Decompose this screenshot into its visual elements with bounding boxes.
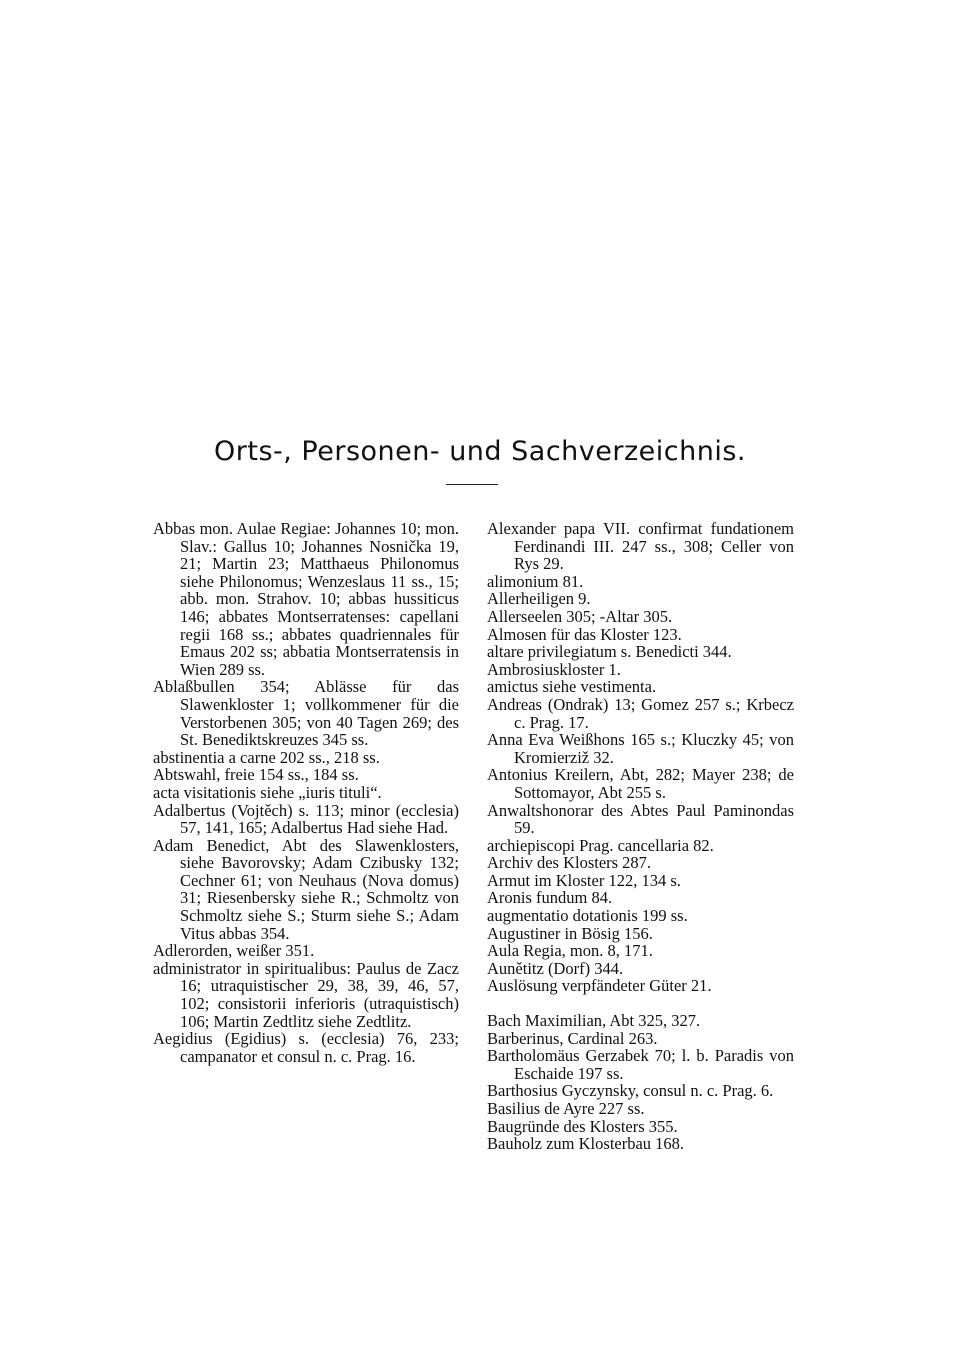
index-entry: Anna Eva Weißhons 165 s.; Kluczky 45; von Kromierziž 32. bbox=[487, 730, 794, 767]
index-entry: Aunětitz (Dorf) 344. bbox=[487, 958, 624, 978]
index-entry: Ambrosiuskloster 1. bbox=[487, 659, 621, 679]
index-entry: Auslösung verpfändeter Güter 21. bbox=[487, 976, 712, 996]
index-entry: Allerseelen 305; -Altar 305. bbox=[487, 606, 673, 626]
index-entry: Bartholomäus Gerzabek 70; l. b. Paradis von Eschaide 197 ss. bbox=[487, 1046, 794, 1083]
index-entry: Antonius Kreilern, Abt, 282; Mayer 238; de Sottomayor, Abt 255 s. bbox=[487, 765, 794, 802]
index-entry: Almosen für das Kloster 123. bbox=[487, 624, 682, 644]
index-entry: Armut im Kloster 122, 134 s. bbox=[487, 870, 681, 890]
index-column-left bbox=[153, 520, 459, 1065]
index-entry: Barberinus, Cardinal 263. bbox=[487, 1028, 658, 1048]
index-entry: Aegidius (Egidius) s. (ecclesia) 76, 233; campanator et consul n. c. Prag. 16. bbox=[153, 1029, 459, 1066]
index-entry: Archiv des Klosters 287. bbox=[487, 853, 652, 873]
index-entry: Augustiner in Bösig 156. bbox=[487, 923, 653, 943]
index-entry: Ablaßbullen 354; Ablässe für das Slawenkloster 1; vollkommener für die Verstorbenen 305; von 40 Tagen 269; des St. Benediktskreuzes 345 ss. bbox=[153, 677, 459, 750]
index-entry: Alexander papa VII. confirmat fundationem Ferdinandi III. 247 ss., 308; Celler von Rys 29. bbox=[487, 519, 794, 574]
title-rule bbox=[446, 484, 498, 485]
index-entry: Aula Regia, mon. 8, 171. bbox=[487, 941, 653, 961]
index-entry: Basilius de Ayre 227 ss. bbox=[487, 1099, 645, 1118]
index-entry: Abbas mon. Aulae Regiae: Johannes 10; mon. Slav.: Gallus 10; Johannes Nosnička 19, 21; Martin 23; Matthaeus Philonomus siehe Philonomus; Wenzeslaus 11 ss., 15; abb. mon. Strahov. 10; abbas hussiticus 146; abbates Montserratenses: capellani regii 168 ss.; abbates quadriennales für Emaus 202 ss; abbatia Montserratensis in Wien 289 ss. bbox=[153, 519, 459, 679]
index-entry: archiepiscopi Prag. cancellaria 82. bbox=[487, 835, 714, 855]
index-entry: alimonium 81. bbox=[487, 571, 584, 591]
index-entry: Adalbertus (Vojtěch) s. 113; minor (ecclesia) 57, 141, 165; Adalbertus Had siehe Had. bbox=[153, 800, 459, 838]
index-entry: amictus siehe vestimenta. bbox=[487, 677, 657, 697]
index-column-right bbox=[487, 520, 794, 1153]
index-entry: acta visitationis siehe „iuris tituli“. bbox=[153, 782, 382, 802]
page-title: Orts-, Personen- und Sachverzeichnis. bbox=[214, 436, 746, 467]
index-entry: Allerheiligen 9. bbox=[487, 589, 591, 609]
index-entry: Bauholz zum Klosterbau 168. bbox=[487, 1134, 685, 1154]
index-entry: augmentatio dotationis 199 ss. bbox=[487, 906, 688, 926]
index-entry: Andreas (Ondrak) 13; Gomez 257 s.; Krbecz c. Prag. 17. bbox=[487, 694, 794, 732]
index-entry: Baugründe des Klosters 355. bbox=[487, 1116, 678, 1136]
index-entry: Aronis fundum 84. bbox=[487, 888, 613, 908]
index-entry: Adam Benedict, Abt des Slawenklosters, siehe Bavorovsky; Adam Czibusky 132; Cechner 61; von Neuhaus (Nova domus) 31; Riesenbersky siehe R.; Schmoltz von Schmoltz siehe S.; Sturm siehe S.; Adam Vitus abbas 354. bbox=[153, 835, 459, 943]
index-entry: administrator in spiritualibus: Paulus de Zacz 16; utraquistischer 29, 38, 39, 46, 57, 102; consistorii inferioris (utraquistisch) 106; Martin Zedtlitz siehe Zedtlitz. bbox=[153, 958, 459, 1031]
index-entry: Abtswahl, freie 154 ss., 184 ss. bbox=[153, 765, 359, 785]
index-entry: altare privilegiatum s. Benedicti 344. bbox=[487, 642, 732, 662]
index-entry: abstinentia a carne 202 ss., 218 ss. bbox=[153, 747, 380, 767]
index-entry: Bach Maximilian, Abt 325, 327. bbox=[487, 1011, 701, 1031]
index-entry: Anwaltshonorar des Abtes Paul Paminondas 59. bbox=[487, 800, 794, 838]
index-entry: Adlerorden, weißer 351. bbox=[153, 941, 315, 961]
index-entry: Barthosius Gyczynsky, consul n. c. Prag. 6. bbox=[487, 1081, 774, 1101]
